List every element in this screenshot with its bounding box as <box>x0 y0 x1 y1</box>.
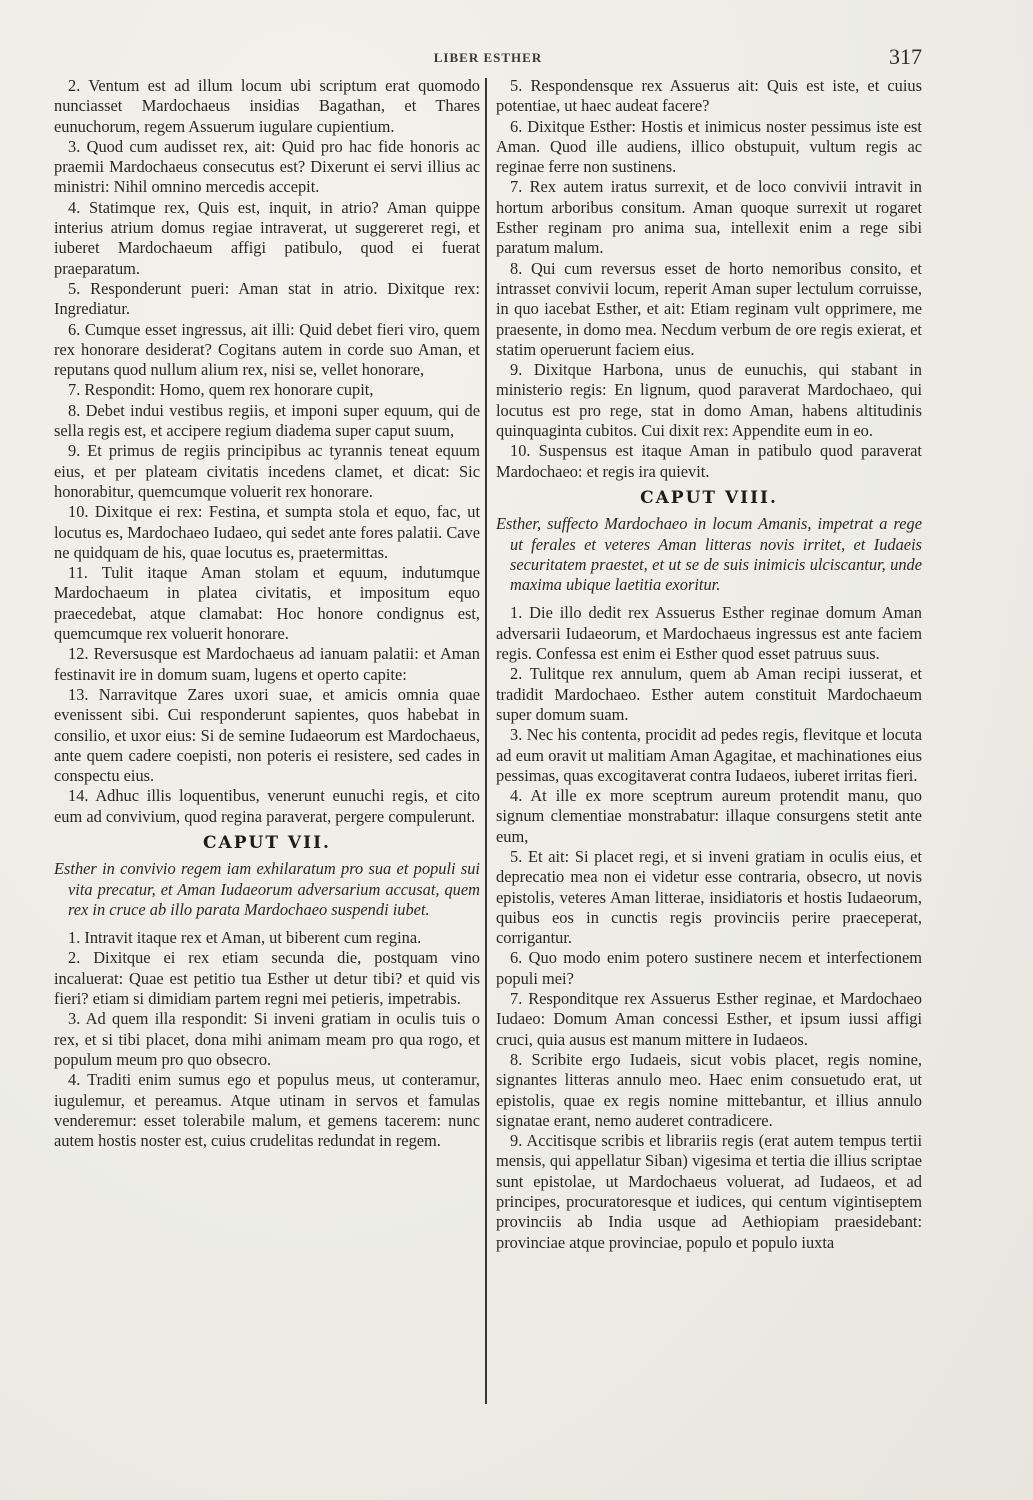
right-column <box>496 76 922 1253</box>
verse: 1. Die illo dedit rex Assuerus Esther reginae domum Aman adversarii Iudaeorum, et Mardochaeus ingressus est ante faciem regis. Confessa est enim ei Esther quod esset patruus suus. <box>496 603 922 664</box>
verse: 3. Nec his contenta, procidit ad pedes regis, flevitque et locuta ad eum oravit ut malitiam Aman Agagitae, et machinationes eius pessimas, quas excogitaverat contra Iudaeos, iuberet irritas fieri. <box>496 725 922 785</box>
verse: 6. Dixitque Esther: Hostis et inimicus noster pessimus iste est Aman. Quod ille audiens, illico obstupuit, vultum regis ac reginae ferre non sustinens. <box>496 116 922 177</box>
verses-chapter-7 <box>54 928 480 1151</box>
verse: 9. Dixitque Harbona, unus de eunuchis, qui stabant in ministerio regis: En lignum, quod paraverat Mardochaeo, qui locutus est pro rege, stat in domo Aman, habens altitudinis quinquaginta cubitos. Cui dixit rex: Appendite eum in eo. <box>496 360 922 441</box>
verse: 5. Respondensque rex Assuerus ait: Quis est iste, et cuius potentiae, ut haec audeat facere? <box>496 76 922 116</box>
verse: 11. Tulit itaque Aman stolam et equum, indutumque Mardochaeum in platea civitatis, et impositum equo praecedebat, atque clamabat: Hoc honore condignus est, quemcumque rex voluerit honorare. <box>54 563 480 644</box>
verse: 1. Intravit itaque rex et Aman, ut biberent cum regina. <box>68 928 422 948</box>
verse: 2. Tulitque rex annulum, quem ab Aman recipi iusserat, et tradidit Mardochaeo. Esther autem constituit Mardochaeum super domum suam. <box>496 664 922 724</box>
verse: 2. Ventum est ad illum locum ubi scriptum erat quomodo nunciasset Mardochaeus insidias Bagathan, et Thares eunuchorum, regem Assuerum iugulare cupientium. <box>54 76 480 136</box>
verse: 8. Debet indui vestibus regiis, et imponi super equum, qui de sella regis est, et accipere regium diadema super caput suum, <box>54 400 480 441</box>
verse: 3. Quod cum audisset rex, ait: Quid pro hac fide honoris ac praemii Mardochaeus consecutus est? Dixerunt ei servi illius ac ministri: Nihil omnino mercedis accepit. <box>54 136 480 197</box>
running-title: LIBER ESTHER <box>433 50 543 65</box>
verse: 4. Traditi enim sumus ego et populus meus, ut conteramur, iugulemur, et pereamus. Atque utinam in servos et famulas venderemur: esset tolerabile malum, et gemens tacerem: nunc autem hostis noster est, cuius crudelitas redundat in regem. <box>54 1070 480 1151</box>
verse: 5. Responderunt pueri: Aman stat in atrio. Dixitque rex: Ingrediatur. <box>54 278 480 319</box>
chapter-summary: Esther in convivio regem iam exhilaratum pro sua et populi sui vita precatur, et Aman Iudaeorum adversarium accusat, quem rex in cruce ab illo parata Mardochaeo suspendi iubet. <box>54 859 480 919</box>
verse: 6. Cumque esset ingressus, ait illi: Quid debet fieri viro, quem rex honorare desiderat? Cogitans autem in corde suo Aman, et reputans quod nullum alium rex, nisi se, vellet honorare, <box>54 319 480 380</box>
verse: 4. Statimque rex, Quis est, inquit, in atrio? Aman quippe interius atrium domus regiae intraverat, ut suggereret regi, et iuberet Mardochaeum affigi patibulo, quod ei fuerat praeparatum. <box>54 197 480 278</box>
left-column <box>54 76 480 1151</box>
page-number: 317 <box>889 44 922 69</box>
verse: 5. Et ait: Si placet regi, et si inveni gratiam in oculis eius, et deprecatio mea non ei videtur esse contraria, obsecro, ut novis epistolis, veteres Aman litterae, insidiatoris et hostis Iudaeorum, quibus eos in cunctis regis provinciis perire praeceperat, corrigantur. <box>496 846 922 948</box>
verses-chapter-8 <box>496 603 922 1253</box>
verse: 2. Dixitque ei rex etiam secunda die, postquam vino incaluerat: Quae est petitio tua Esther ut detur tibi? et quid vis fieri? etiam si dimidiam partem regni mei petieris, impetrabis. <box>54 948 480 1009</box>
verse: 10. Dixitque ei rex: Festina, et sumpta stola et equo, fac, ut locutus es, Mardochaeo Iudaeo, qui sedet ante fores palatii. Cave ne quidquam de his, quae locutus es, praetermittas. <box>54 502 481 562</box>
page-header <box>54 44 922 74</box>
verse: 14. Adhuc illis loquentibus, venerunt eunuchi regis, et cito eum ad convivium, quod regina paraverat, pergere compulerunt. <box>54 786 480 826</box>
verse: 8. Scribite ergo Iudaeis, sicut vobis placet, regis nomine, signantes litteras annulo meo. Haec enim consuetudo erat, ut epistolis, quae ex regis nomine mittebantur, et illius annulo signatae erant, nemo auderet contradicere. <box>496 1049 922 1130</box>
chapter-heading: CAPUT VII. <box>203 832 331 853</box>
verse: 4. At ille ex more sceptrum aureum protendit manu, quo signum clementiae monstrabatur: illaque consurgens stetit ante eum, <box>496 786 922 846</box>
verse: 7. Respondit: Homo, quem rex honorare cupit, <box>68 380 374 400</box>
verse: 13. Narravitque Zares uxori suae, et amicis omnia quae evenissent sibi. Cui responderunt sapientes, quos habebat in consilio, et uxor eius: Si de semine Iudaeorum est Mardochaeus, ante quem cadere coepisti, non poteris ei resistere, sed cades in conspectu eius. <box>54 684 480 786</box>
verse: 10. Suspensus est itaque Aman in patibulo quod paraverat Mardochaeo: et regis ira quievit. <box>496 441 922 481</box>
verses-chapter-6 <box>54 76 480 827</box>
verse: 9. Accitisque scribis et librariis regis (erat autem tempus tertii mensis, qui appellatur Siban) vigesima et tertia die illius scriptae sunt epistolae, ut Mardochaeus voluerat, ad Iudaeos, et ad principes, procuratoresque et iudices, qui centum vigintiseptem provinciis ab India usque ad Aethiopiam praesidebant: provinciae atque provinciae, populo et populo iuxta <box>496 1131 922 1252</box>
chapter-heading: CAPUT VIII. <box>640 487 778 508</box>
column-divider <box>485 78 487 1404</box>
chapter-summary: Esther, suffecto Mardochaeo in locum Amanis, impetrat a rege ut ferales et veteres Aman litteras novis irritet, et Iudaeis securitatem praestet, et ut se de suis inimicis ulciscantur, unde maxima ubique laetitia exoritur. <box>496 514 922 595</box>
verse: 7. Rex autem iratus surrexit, et de loco convivii intravit in hortum arboribus consitum. Aman quoque surrexit ut rogaret Esther reginam pro anima sua, intellexit enim a rege sibi paratum malum. <box>496 177 922 258</box>
verse: 7. Responditque rex Assuerus Esther reginae, et Mardochaeo Iudaeo: Domum Aman concessi Esther, et ipsum iussi affigi cruci, quia ausus est manum mittere in Iudaeos. <box>496 989 922 1049</box>
verse: 6. Quo modo enim potero sustinere necem et interfectionem populi mei? <box>496 948 922 988</box>
verse: 3. Ad quem illa respondit: Si inveni gratiam in oculis tuis o rex, et si tibi placet, dona mihi animam meam pro qua rogo, et populum meum pro quo obsecro. <box>54 1009 480 1069</box>
verse: 9. Et primus de regiis principibus ac tyrannis teneat equum eius, et per plateam civitatis incedens clamet, et dicat: Sic honorabitur, quemcumque voluerit rex honorare. <box>54 441 480 501</box>
verse: 8. Qui cum reversus esset de horto nemoribus consito, et intrasset convivii locum, reperit Aman super lectulum corruisse, in quo iacebat Esther, et ait: Etiam reginam vult opprimere, me praesente, in domo mea. Necdum verbum de ore regis exierat, et statim operuerunt faciem eius. <box>496 258 922 359</box>
verse: 12. Reversusque est Mardochaeus ad ianuam palatii: et Aman festinavit ire in domum suam, lugens et operto capite: <box>54 644 480 684</box>
verses-chapter-7-cont <box>496 76 922 482</box>
